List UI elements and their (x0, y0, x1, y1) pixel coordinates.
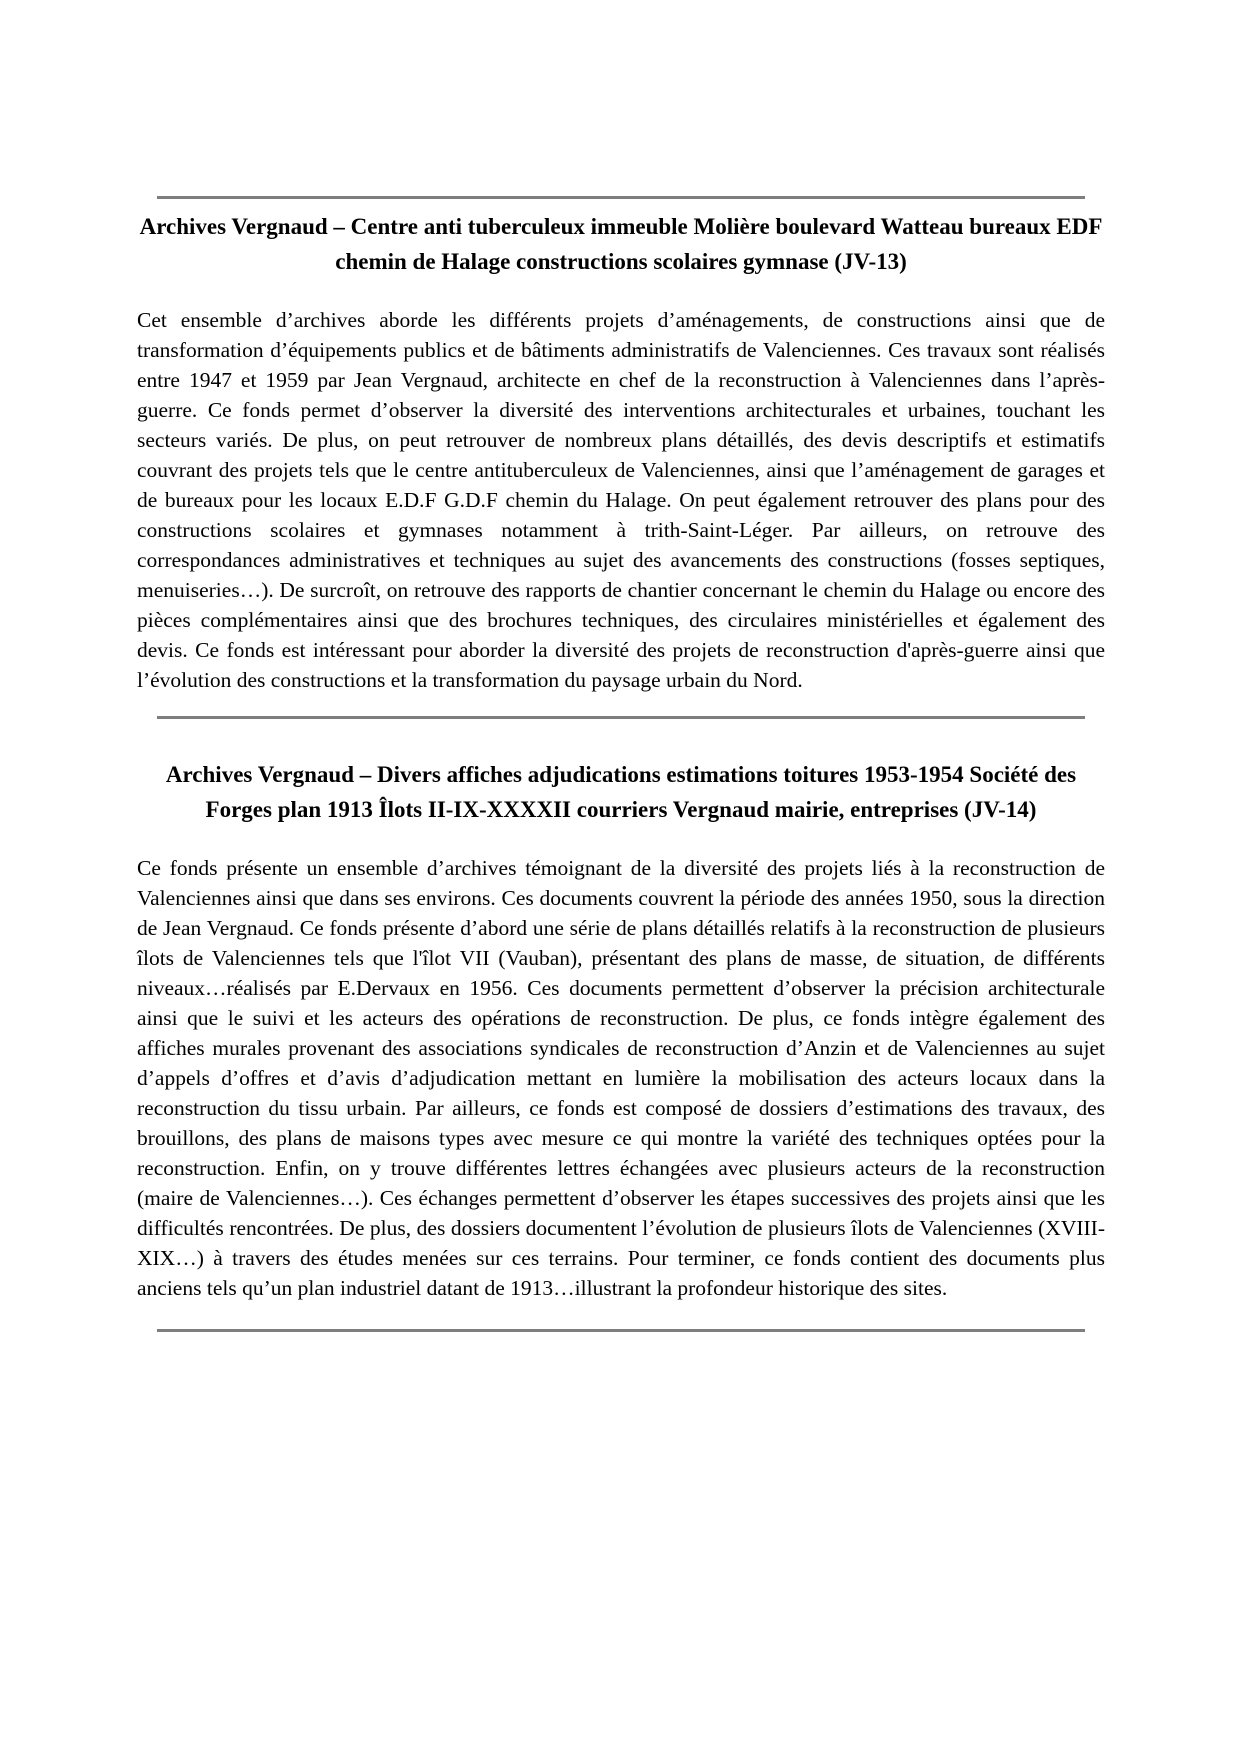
top-divider (157, 196, 1085, 199)
section-1-paragraph: Cet ensemble d’archives aborde les différents projets d’aménagements, de constructions ainsi que de transformation d’équipements publics et de bâtiments administratifs de Valenciennes. Ces travaux sont réalisés entre 1947 et 1959 par Jean Vergnaud, architecte en chef de la reconstruction à Valenciennes dans l’après-guerre. Ce fonds permet d’observer la diversité des interventions architecturales et urbaines, touchant les secteurs variés. De plus, on peut retrouver de nombreux plans détaillés, des devis descriptifs et estimatifs couvrant des projets tels que le centre antituberculeux de Valenciennes, ainsi que l’aménagement de garages et de bureaux pour les locaux E.D.F G.D.F chemin du Halage. On peut également retrouver des plans pour des constructions scolaires et gymnases notamment à trith-Saint-Léger. Par ailleurs, on retrouve des correspondances administratives et techniques au sujet des avancements des constructions (fosses septiques, menuiseries…). De surcroît, on retrouve des rapports de chantier concernant le chemin du Halage ou encore des pièces complémentaires ainsi que des brochures techniques, des circulaires ministérielles et également des devis. Ce fonds est intéressant pour aborder la diversité des projets de reconstruction d'après-guerre ainsi que l’évolution des constructions et la transformation du paysage urbain du Nord. (137, 308, 1105, 692)
section-2-paragraph: Ce fonds présente un ensemble d’archives témoignant de la diversité des projets liés à la reconstruction de Valenciennes ainsi que dans ses environs. Ces documents couvrent la période des années 1950, sous la direction de Jean Vergnaud. Ce fonds présente d’abord une série de plans détaillés relatifs à la reconstruction de plusieurs îlots de Valenciennes tels que l'îlot VII (Vauban), présentant des plans de masse, de situation, de différents niveaux…réalisés par E.Dervaux en 1956. Ces documents permettent d’observer la précision architecturale ainsi que le suivi et les acteurs des opérations de reconstruction. De plus, ce fonds intègre également des affiches murales provenant des associations syndicales de reconstruction d’Anzin et de Valenciennes au sujet d’appels d’offres et d’avis d’adjudication mettant en lumière la mobilisation des acteurs locaux dans la reconstruction du tissu urbain. Par ailleurs, ce fonds est composé de dossiers d’estimations des travaux, des brouillons, des plans de maisons types avec mesure ce qui montre la variété des techniques optées pour la reconstruction. Enfin, on y trouve différentes lettres échangées avec plusieurs acteurs de la reconstruction (maire de Valenciennes…). Ces échanges permettent d’observer les étapes successives des projets ainsi que les difficultés rencontrées. De plus, des dossiers documentent l’évolution de plusieurs îlots de Valenciennes (XVIII-XIX…) à travers des études menées sur ces terrains. Pour terminer, ce fonds contient des documents plus anciens tels qu’un plan industriel datant de 1913…illustrant la profondeur historique des sites. (137, 856, 1105, 1300)
section-1-heading: Archives Vergnaud – Centre anti tuberculeux immeuble Molière boulevard Watteau bureaux EDF chemin de Halage constructions scolaires gymnase (JV-13) (139, 214, 1103, 274)
section-2-heading: Archives Vergnaud – Divers affiches adjudications estimations toitures 1953-1954 Société des Forges plan 1913 Îlots II-IX-XXXXII courriers Vergnaud mairie, entreprises (JV-14) (165, 762, 1077, 822)
middle-divider (157, 716, 1085, 719)
bottom-divider (157, 1329, 1085, 1332)
